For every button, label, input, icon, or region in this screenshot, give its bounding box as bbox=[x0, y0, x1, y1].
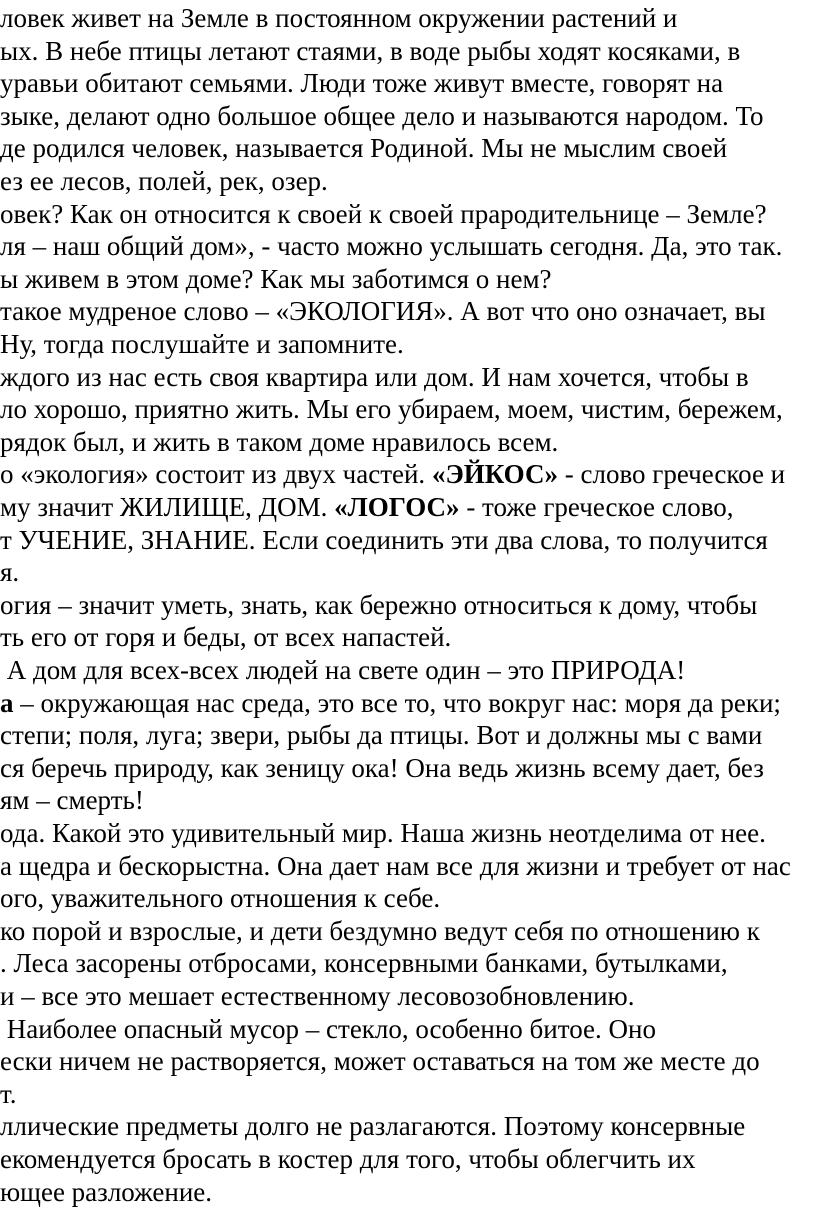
text-segment: – окружающая нас среда, это все то, что вокруг нас: моря да реки; bbox=[13, 687, 781, 718]
text-line bbox=[0, 817, 766, 850]
text-line bbox=[0, 35, 740, 68]
text-line bbox=[0, 263, 552, 296]
text-segment: я. bbox=[0, 557, 20, 588]
text-segment: т. bbox=[0, 1078, 17, 1109]
text-line bbox=[0, 524, 768, 557]
text-line bbox=[0, 980, 634, 1013]
text-segment: Ну, тогда послушайте и запомните. bbox=[0, 329, 404, 359]
text-segment: ющее разложение. bbox=[0, 1176, 213, 1207]
text-segment: ловек живет на Земле в постоянном окружении растений и bbox=[0, 3, 678, 33]
text-segment: т УЧЕНИЕ, ЗНАНИЕ. Если соединить эти два слова, то получится bbox=[0, 524, 768, 555]
text-line bbox=[0, 882, 440, 915]
text-line bbox=[0, 556, 19, 589]
text-segment: екомендуется бросать в костер для того, чтобы облегчить их bbox=[0, 1144, 696, 1174]
text-line bbox=[0, 1110, 745, 1143]
bold-term: «ЛОГОС» bbox=[334, 492, 460, 522]
text-segment: ся беречь природу, как зеницу ока! Она ведь жизнь всему дает, без bbox=[0, 752, 764, 783]
text-line bbox=[0, 393, 783, 426]
text-segment: а щедра и бескорыстна. Она дает нам все для жизни и требует от нас bbox=[0, 850, 791, 881]
text-line bbox=[0, 687, 781, 720]
text-segment: - тоже греческое слово, bbox=[459, 492, 734, 522]
text-segment: . Леса засорены отбросами, консервными банками, бутылками, bbox=[0, 948, 728, 979]
text-segment: огия – значит уметь, знать, как бережно относиться к дому, чтобы bbox=[0, 589, 758, 620]
text-line bbox=[0, 2, 677, 35]
text-segment: уравьи обитают семьями. Люди тоже живут вместе, говорят на bbox=[0, 68, 724, 99]
text-line bbox=[0, 752, 764, 785]
bold-term: «ЭЙКОС» bbox=[431, 459, 558, 490]
text-line bbox=[0, 230, 782, 263]
text-line bbox=[0, 621, 451, 654]
text-line bbox=[0, 100, 764, 133]
text-line bbox=[0, 947, 728, 980]
text-segment: ески ничем не растворяется, может оставаться на том же месте до bbox=[0, 1046, 760, 1077]
text-line bbox=[0, 719, 762, 752]
text-line bbox=[0, 328, 404, 361]
text-line bbox=[0, 198, 767, 231]
text-segment: ода. Какой это удивительный мир. Наша жизнь неотделима от нее. bbox=[0, 818, 766, 848]
text-line bbox=[0, 426, 558, 459]
text-segment: ждого из нас есть своя квартира или дом. И нам хочется, чтобы в bbox=[0, 361, 749, 392]
text-segment: зыке, делают одно большое общее дело и называются народом. То bbox=[0, 100, 764, 131]
text-segment: овек? Как он относится к своей к своей прародительнице – Земле? bbox=[0, 198, 767, 229]
text-segment: ть его от горя и беды, от всех напастей. bbox=[0, 622, 452, 653]
bold-term: а bbox=[0, 687, 14, 718]
text-line bbox=[0, 67, 723, 100]
text-line bbox=[0, 1045, 760, 1078]
text-line bbox=[0, 1013, 656, 1046]
text-line bbox=[0, 1143, 696, 1176]
text-segment: ых. В небе птицы летают стаями, в воде рыбы ходят косяками, в bbox=[0, 35, 741, 66]
text-segment: ло хорошо, приятно жить. Мы его убираем, моем, чистим, бережем, bbox=[0, 394, 783, 425]
text-line bbox=[0, 491, 734, 524]
text-segment: ез ее лесов, полей, рек, озер. bbox=[0, 166, 328, 196]
text-line bbox=[0, 1078, 17, 1111]
text-line bbox=[0, 165, 328, 198]
text-line bbox=[0, 132, 727, 165]
text-segment: рядок был, и жить в таком доме нравилось всем. bbox=[0, 426, 559, 457]
text-line bbox=[0, 295, 766, 328]
text-segment: и – все это мешает естественному лесовозобновлению. bbox=[0, 981, 635, 1011]
text-line bbox=[0, 361, 749, 394]
text-line bbox=[0, 1176, 212, 1209]
text-segment: Наиболее опасный мусор – стекло, особенно битое. Оно bbox=[0, 1013, 656, 1044]
text-segment: ко порой и взрослые, и дети бездумно ведут себя по отношению к bbox=[0, 915, 760, 946]
text-segment: такое мудреное слово – «ЭКОЛОГИЯ». А вот что оно означает, вы bbox=[0, 296, 766, 327]
text-segment: ы живем в этом доме? Как мы заботимся о нем? bbox=[0, 263, 552, 294]
text-segment: де родился человек, называется Родиной. Мы не мыслим своей bbox=[0, 133, 728, 164]
text-line bbox=[0, 589, 757, 622]
text-segment: степи; поля, луга; звери, рыбы да птицы. Вот и должны мы с вами bbox=[0, 720, 763, 751]
text-segment: ям – смерть! bbox=[0, 785, 144, 816]
text-segment: о «экология» состоит из двух частей. bbox=[0, 459, 432, 490]
text-segment: ого, уважительного отношения к себе. bbox=[0, 883, 441, 914]
text-segment: А дом для всех-всех людей на свете один – это ПРИРОДА! bbox=[0, 655, 686, 685]
text-line bbox=[0, 784, 144, 817]
text-segment: ллические предметы долго не разлагаются. Поэтому консервные bbox=[0, 1111, 746, 1142]
text-segment: му значит ЖИЛИЩЕ, ДОМ. bbox=[0, 492, 335, 522]
text-segment: ля – наш общий дом», - часто можно услышать сегодня. Да, это так. bbox=[0, 231, 783, 262]
text-line bbox=[0, 850, 791, 883]
text-segment: - слово греческое и bbox=[558, 459, 786, 490]
text-line bbox=[0, 915, 760, 948]
text-line bbox=[0, 654, 685, 687]
text-line bbox=[0, 458, 785, 491]
